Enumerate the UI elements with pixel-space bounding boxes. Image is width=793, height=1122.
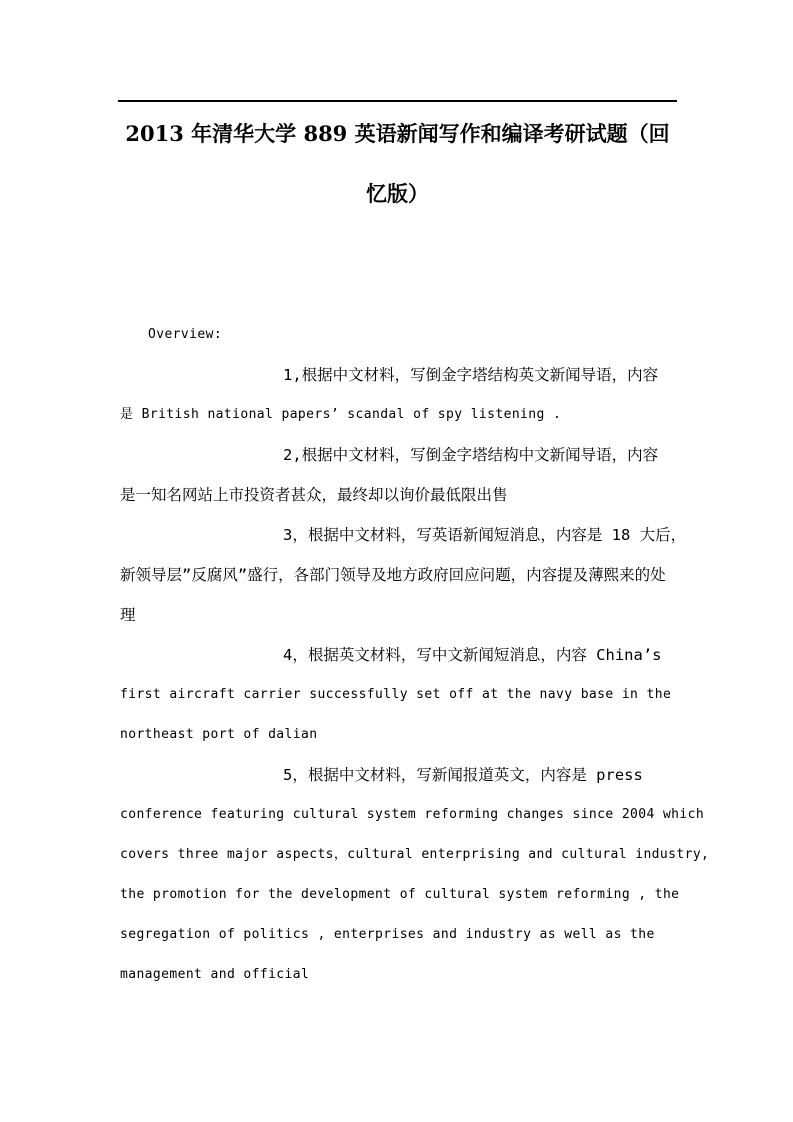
text-line: conference featuring cultural system reforming changes since 2004 which xyxy=(120,807,705,822)
text-line: segregation of politics , enterprises and industry as well as the xyxy=(120,927,655,942)
title-line-1: 2013 年清华大学 889 英语新闻写作和编译考研试题（回 xyxy=(125,121,670,146)
text-line: 理 xyxy=(120,606,136,624)
text-line: the promotion for the development of cultural system reforming , the xyxy=(120,887,680,902)
document-body xyxy=(120,315,710,995)
text-line: 新领导层”反腐风”盛行，各部门领导及地方政府回应问题，内容提及薄熙来的处 xyxy=(120,566,666,584)
text-line: northeast port of dalian xyxy=(120,727,318,742)
header-rule xyxy=(118,100,677,102)
document-title xyxy=(118,104,677,224)
text-line: 3，根据中文材料，写英语新闻短消息，内容是 18 大后， xyxy=(283,526,687,544)
text-line: 是一知名网站上市投资者甚众，最终却以询价最低限出售 xyxy=(120,486,508,504)
text-line: Overview: xyxy=(148,327,223,342)
text-line: 是 British national papers’ scandal of spy listening . xyxy=(120,407,562,422)
title-line-2: 忆版） xyxy=(366,181,429,206)
text-line: covers three major aspects，cultural enterprising and cultural industry, xyxy=(120,847,710,862)
text-line: management and official xyxy=(120,967,310,982)
text-line: 1,根据中文材料，写倒金字塔结构英文新闻导语，内容 xyxy=(283,366,659,384)
text-line: 5，根据中文材料，写新闻报道英文，内容是 press xyxy=(283,766,643,784)
text-line: 4，根据英文材料，写中文新闻短消息，内容 China’s xyxy=(283,646,662,664)
text-line: 2,根据中文材料，写倒金字塔结构中文新闻导语，内容 xyxy=(283,446,659,464)
text-line: first aircraft carrier successfully set off at the navy base in the xyxy=(120,687,672,702)
